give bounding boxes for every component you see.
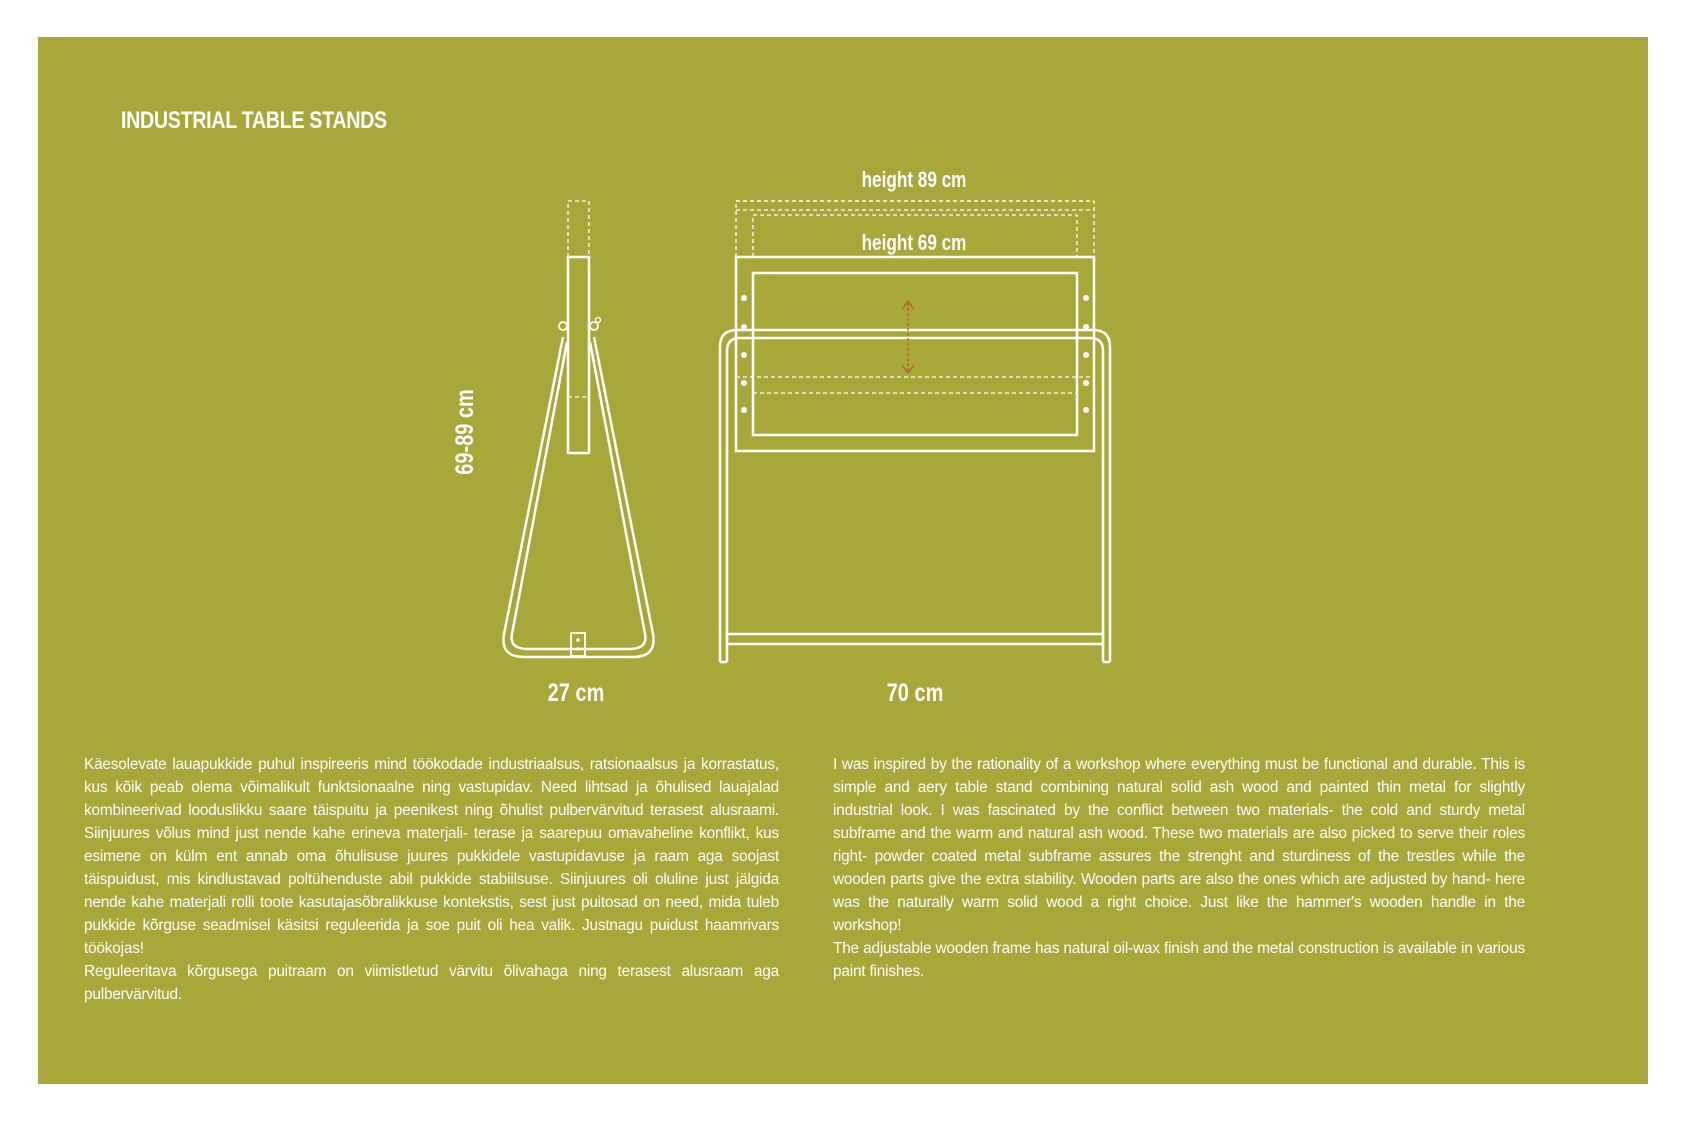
bolt bbox=[1083, 380, 1089, 386]
front-width-label: 70 cm bbox=[886, 678, 944, 707]
side-knob-left bbox=[559, 322, 567, 330]
front-bottom-stretcher bbox=[727, 634, 1103, 644]
side-foot-bolt-1 bbox=[576, 638, 580, 642]
english-paragraph-1: I was inspired by the rationality of a workshop where everything must be functional and durable. This is simple and aery table stand combining natural solid ash wood and painted thin metal for slightly industrial look. I was fascinated by the conflict between two materials- the cold and sturdy metal subframe and the warm and natural ash wood. These two materials are also picked to serve their roles right- powder coated metal subframe assures the strenght and sturdiness of the trestles while the wooden parts give the extra stability. Wooden parts are also the ones which are adjusted by hand- here was the naturally warm solid wood a right choice. Just like the hammer's wooden handle in the workshop! bbox=[833, 756, 1525, 934]
side-knob-detail bbox=[596, 318, 601, 323]
bolt bbox=[741, 407, 747, 413]
side-aframe-outer bbox=[503, 337, 653, 657]
bolt bbox=[741, 352, 747, 358]
bolt bbox=[741, 295, 747, 301]
estonian-description-column bbox=[84, 753, 779, 1006]
front-view-drawing bbox=[720, 201, 1110, 662]
side-post-extension bbox=[568, 201, 589, 257]
front-wooden-frame bbox=[736, 257, 1094, 451]
bolt bbox=[1083, 352, 1089, 358]
side-foot-bolt-2 bbox=[576, 647, 580, 651]
english-description-column bbox=[833, 753, 1525, 983]
side-height-label: 69-89 cm bbox=[450, 389, 479, 475]
side-knob-right bbox=[590, 322, 598, 330]
side-width-label: 27 cm bbox=[547, 678, 605, 707]
bolt bbox=[1083, 407, 1089, 413]
estonian-paragraph-2: Reguleeritava kõrgusega puitraam on viimistletud värvitu õlivahaga ning terasest alusraam aga pulbervärvitud. bbox=[84, 963, 779, 1003]
english-paragraph-2: The adjustable wooden frame has natural oil-wax finish and the metal construction is available in various paint finishes. bbox=[833, 940, 1525, 980]
bolt bbox=[741, 324, 747, 330]
bolt bbox=[1083, 295, 1089, 301]
side-wooden-post bbox=[568, 257, 589, 453]
side-foot-bracket bbox=[571, 633, 585, 656]
estonian-paragraph-1: Käesolevate lauapukkide puhul inspireeris mind töökodade industriaalsus, ratsionaalsus ja korrastatus, kus kõik peab olema võimalikult funktsionaalne ning vastupidav. Need lihtsad ja õhulised lauajalad kombineerivad looduslikku saare täispuitu ja peenikest ning õhulist pulbervärvitud terasest alusraami. Siinjuures võlus mind just nende kahe erineva materjali- terase ja saarepuu omavaheline konflikt, kus esimene on külm ent annab oma õhulisuse juures pukkidele vastupidavuse ja raam aga soojast täispuidust, mis kindlustavad poltühenduste abil pukkide stabiilsuse. Siinjuures oli oluline just jälgida nende kahe materjali rolli toote kasutajasõbralikkuse kontekstis, sest just puitosad on need, mida tuleb pukkide kõrguse seadmisel käsitsi reguleerida ja soe puit oli hea valik. Justnagu puidust haamrivars töökojas! bbox=[84, 756, 779, 957]
max-height-label: height 89 cm bbox=[861, 168, 967, 193]
page-title: INDUSTRIAL TABLE STANDS bbox=[121, 107, 387, 134]
bolt bbox=[741, 380, 747, 386]
front-bolts bbox=[741, 295, 1089, 413]
min-height-label: height 69 cm bbox=[861, 231, 967, 256]
bolt bbox=[1083, 324, 1089, 330]
front-metal-frame-outer bbox=[720, 330, 1110, 662]
front-metal-frame-inner bbox=[727, 338, 1103, 662]
front-wooden-frame-inner bbox=[753, 273, 1077, 435]
side-view-drawing bbox=[503, 201, 653, 657]
